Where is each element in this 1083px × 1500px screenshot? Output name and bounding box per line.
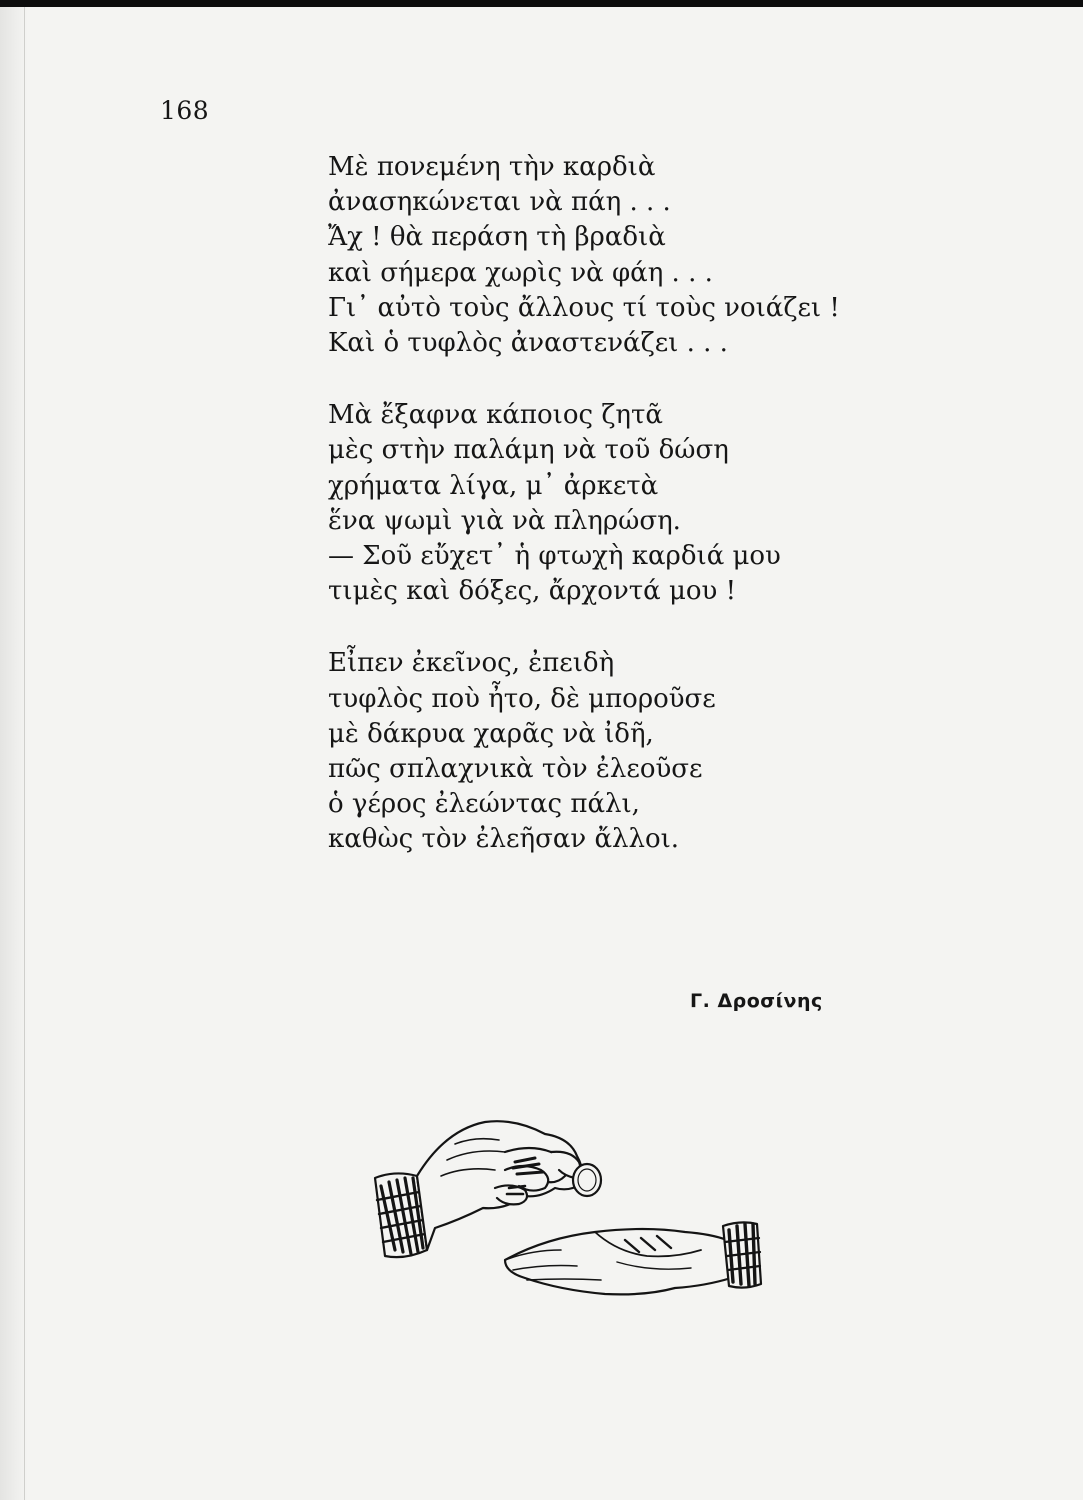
poem-line: τυφλὸς ποὺ ἦτο, δὲ μποροῦσε	[328, 683, 716, 714]
poem-author: Γ. Δροσίνης	[690, 990, 823, 1012]
poem	[328, 150, 848, 895]
poem-line: μὲς στὴν παλάμη νὰ τοῦ δώση	[328, 435, 729, 466]
poem-line: Γι᾿ αὐτὸ τοὺς ἄλλους τί τοὺς νοιάζει !	[328, 292, 840, 323]
poem-line: — Σοῦ εὔχετ᾿ ἡ φτωχὴ καρδιά μου	[328, 541, 781, 572]
poem-line: καὶ σήμερα χωρὶς νὰ φάη . . .	[328, 257, 713, 288]
poem-line: Ἄχ ! θὰ περάση τὴ βραδιὰ	[328, 222, 666, 253]
poem-line: μὲ δάκρυα χαρᾶς νὰ ἰδῆ,	[328, 718, 654, 749]
poem-line: καθὼς τὸν ἐλεῆσαν ἄλλοι.	[328, 824, 680, 855]
poem-line: χρήματα λίγα, μ᾿ ἀρκετὰ	[328, 470, 659, 501]
poem-line: Εἶπεν ἐκεῖνος, ἐπειδὴ	[328, 648, 615, 679]
coin	[573, 1164, 601, 1196]
receiving-hand	[505, 1229, 731, 1294]
poem-line: Μὲ πονεμένη τὴν καρδιὰ	[328, 152, 656, 182]
page-number: 168	[160, 96, 210, 125]
poem-line: Μὰ ἔξαφνα κάποιος ζητᾶ	[328, 400, 663, 431]
giving-hand	[417, 1121, 582, 1250]
poem-line: ὁ γέρος ἐλεώντας πάλι,	[328, 789, 640, 820]
stanza-2	[328, 398, 848, 609]
poem-line: ἕνα ψωμὶ γιὰ νὰ πληρώση.	[328, 505, 681, 536]
poem-line: πῶς σπλαχνικὰ τὸν ἐλεοῦσε	[328, 754, 703, 785]
scan-top-edge	[0, 0, 1083, 7]
hands-giving-coin-icon	[355, 1100, 775, 1305]
poem-line: Καὶ ὁ τυφλὸς ἀναστενάζει . . .	[328, 328, 728, 359]
stanza-3	[328, 646, 848, 857]
receiving-hand-cuff	[723, 1222, 761, 1287]
stanza-1	[328, 150, 848, 361]
book-gutter	[0, 7, 28, 1500]
poem-line: ἀνασηκώνεται νὰ πάη . . .	[328, 187, 671, 218]
poem-line: τιμὲς καὶ δόξες, ἄρχοντά μου !	[328, 576, 737, 607]
